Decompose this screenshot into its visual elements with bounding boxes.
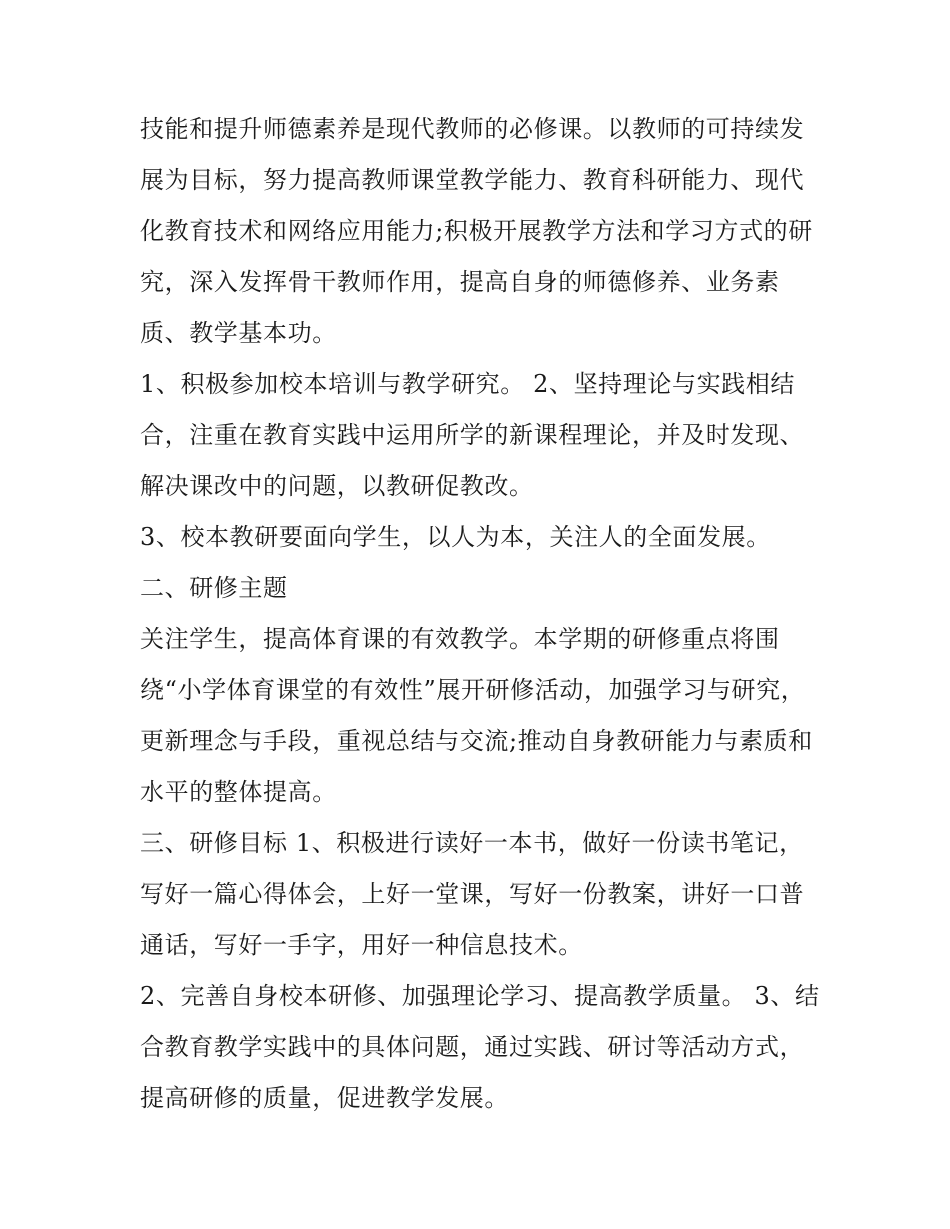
paragraph-goals: 三、研修目标 1、积极进行读好一本书，做好一份读书笔记，写好一篇心得体会，上好一堂课，写好一份教案，讲好一口普通话，写好一手字，用好一种信息技术。 bbox=[140, 829, 805, 959]
section-heading-theme: 二、研修主题 bbox=[140, 574, 288, 602]
paragraph-item-3: 3、校本教研要面向学生，以人为本，关注人的全面发展。 bbox=[140, 523, 771, 551]
paragraph-goals-2-3: 2、完善自身校本研修、加强理论学习、提高教学质量。 3、结合教育教学实践中的具体问题，通过实践、研讨等活动方式，提高研修的质量，促进教学发展。 bbox=[140, 982, 820, 1112]
paragraph-intro: 技能和提升师德素养是现代教师的必修课。以教师的可持续发展为目标，努力提高教师课堂教学能力、教育科研能力、现代化教育技术和网络应用能力;积极开展教学方法和学习方式的研究，深入发挥骨干教师作用，提高自身的师德修养、业务素质、教学基本功。 bbox=[140, 115, 813, 347]
document-page bbox=[140, 104, 820, 1124]
paragraph-item-1-2: 1、积极参加校本培训与教学研究。 2、坚持理论与实践相结合，注重在教育实践中运用所学的新课程理论，并及时发现、解决课改中的问题，以教研促教改。 bbox=[140, 370, 805, 500]
paragraph-theme: 关注学生，提高体育课的有效教学。本学期的研修重点将围绕“小学体育课堂的有效性”展开研修活动，加强学习与研究，更新理念与手段，重视总结与交流;推动自身教研能力与素质和水平的整体提高。 bbox=[140, 625, 813, 806]
